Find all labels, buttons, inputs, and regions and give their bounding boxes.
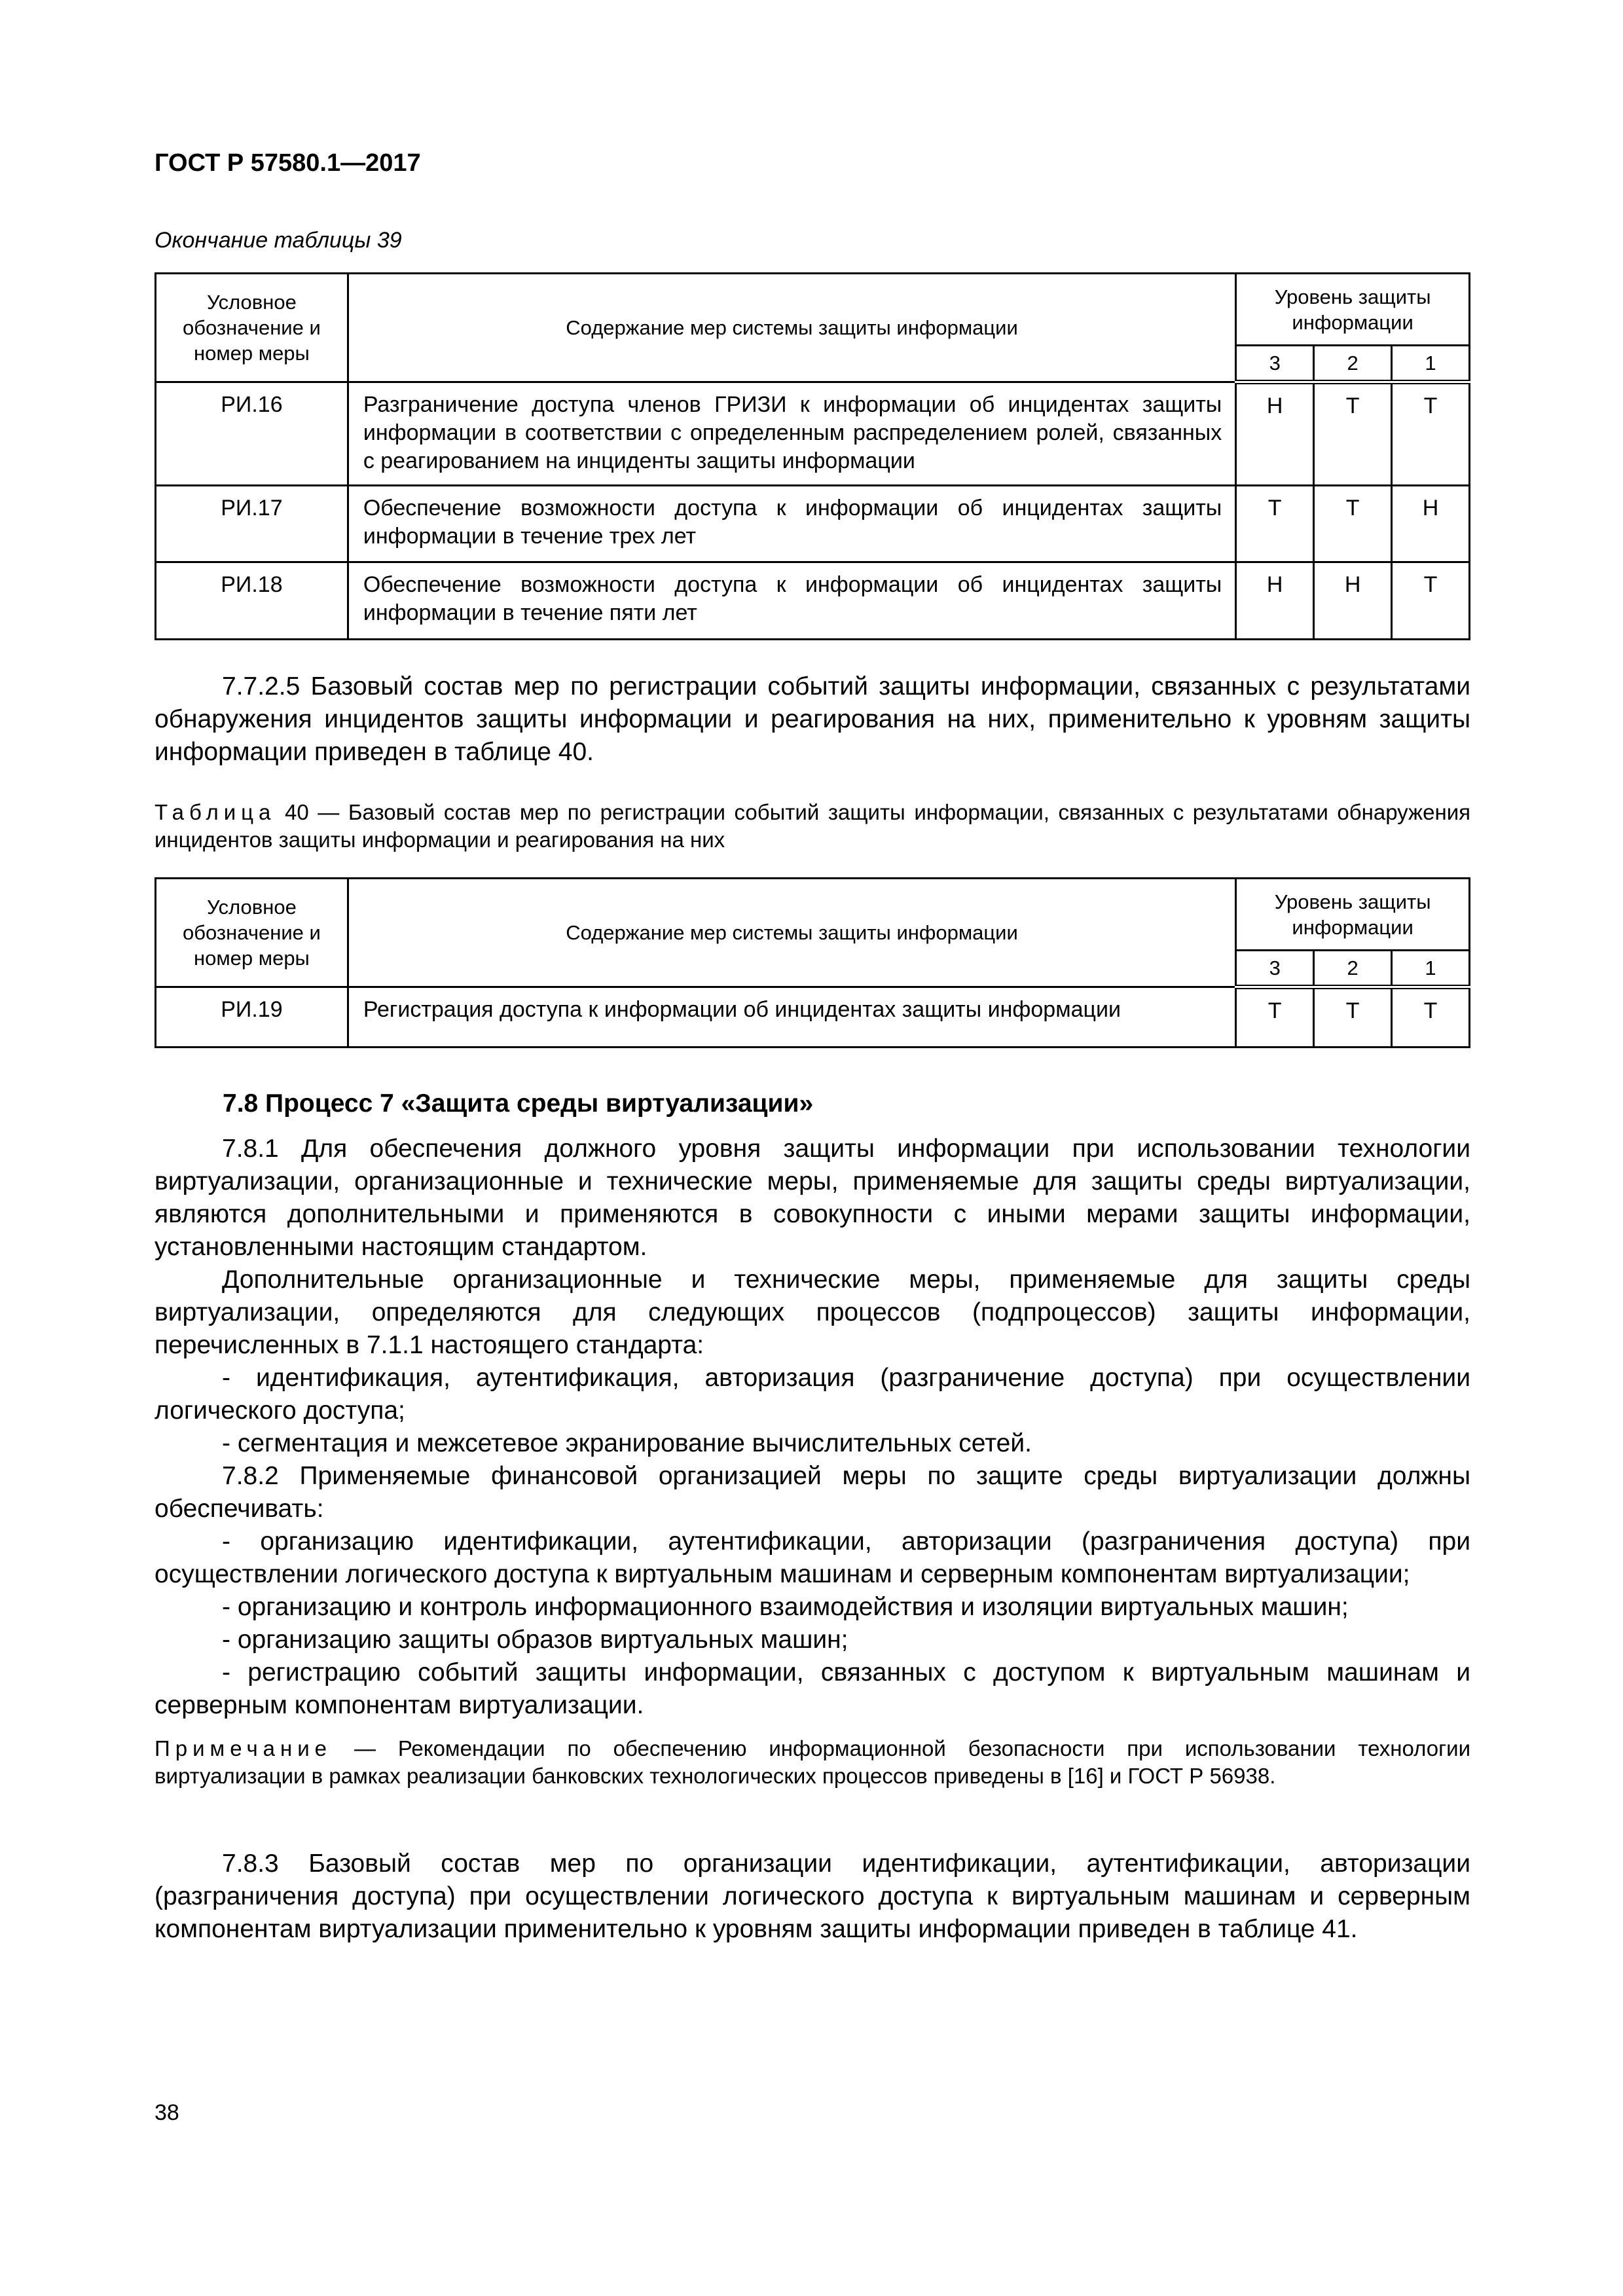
measure-code: РИ.16 bbox=[156, 382, 348, 486]
level-1-value: Т bbox=[1392, 382, 1470, 486]
table-row bbox=[156, 486, 1470, 562]
table40-caption-label: Таблица bbox=[155, 800, 276, 824]
note-text: — Рекомендации по обеспечению информационной безопасности при использовании технологии виртуализации в рамках реализации банковских технологических процессов приведены в [16] и ГОСТ Р 56938. bbox=[155, 1736, 1470, 1788]
paragraph-7-8-2: 7.8.2 Применяемые финансовой организацией меры по защите среды виртуализации должны обеспечивать: bbox=[155, 1462, 1470, 1523]
table39-level-3: 3 bbox=[1236, 346, 1314, 382]
table40-caption bbox=[155, 799, 1470, 854]
table40-header-code: Условное обозначение и номер меры bbox=[156, 879, 348, 987]
note-label: Примечание bbox=[155, 1736, 333, 1760]
level-2-value: Т bbox=[1314, 987, 1392, 1048]
table39-level-2: 2 bbox=[1314, 346, 1392, 382]
list-item: - организацию защиты образов виртуальных машин; bbox=[222, 1626, 848, 1654]
paragraph-7-8-1-continued: Дополнительные организационные и технические меры, применяемые для защиты среды виртуализации, определяются для следующих процессов (подпроцессов) защиты информации, перечисленных в 7.1.1 настоящего стандарта: bbox=[155, 1266, 1470, 1359]
paragraph-7-8-3: 7.8.3 Базовый состав мер по организации идентификации, аутентификации, авторизации (разграничения доступа) при осуществлении логического доступа к виртуальным машинам и серверным компонентам виртуализации применительно к уровням защиты информации приведен в таблице 41. bbox=[155, 1850, 1470, 1943]
measure-content: Разграничение доступа членов ГРИЗИ к информации об инцидентах защиты информации в соответствии с определенным распределением ролей, связанных с реагированием на инциденты защиты информации bbox=[348, 382, 1235, 486]
level-1-value: Н bbox=[1392, 486, 1470, 562]
table39-header-content: Содержание мер системы защиты информации bbox=[348, 274, 1235, 382]
level-2-value: Т bbox=[1314, 382, 1392, 486]
list-item: - регистрацию событий защиты информации, связанных с доступом к виртуальным машинам и серверным компонентам виртуализации. bbox=[155, 1658, 1470, 1719]
table40-level-3: 3 bbox=[1236, 951, 1314, 987]
measure-content: Регистрация доступа к информации об инцидентах защиты информации bbox=[348, 987, 1235, 1048]
level-3-value: Н bbox=[1236, 562, 1314, 640]
measure-content: Обеспечение возможности доступа к информации об инцидентах защиты информации в течение пяти лет bbox=[348, 562, 1235, 640]
list-item: - организацию и контроль информационного взаимодействия и изоляции виртуальных машин; bbox=[222, 1593, 1349, 1621]
table40-header-content: Содержание мер системы защиты информации bbox=[348, 879, 1235, 987]
list-item: - организацию идентификации, аутентификации, авторизации (разграничения доступа) при осуществлении логического доступа к виртуальным машинам и серверным компонентам виртуализации; bbox=[155, 1527, 1470, 1588]
table40-header-level: Уровень защиты информации bbox=[1236, 879, 1470, 951]
measure-code: РИ.17 bbox=[156, 486, 348, 562]
table-row bbox=[156, 382, 1470, 486]
document-header: ГОСТ Р 57580.1—2017 bbox=[155, 149, 421, 177]
level-1-value: Т bbox=[1392, 562, 1470, 640]
list-item: - сегментация и межсетевое экранирование вычислительных сетей. bbox=[222, 1429, 1032, 1457]
level-3-value: Т bbox=[1236, 987, 1314, 1048]
list-item: - идентификация, аутентификация, авторизация (разграничение доступа) при осуществлении логического доступа; bbox=[155, 1364, 1470, 1425]
table-row bbox=[156, 987, 1470, 1048]
measure-code: РИ.18 bbox=[156, 562, 348, 640]
table40-level-1: 1 bbox=[1392, 951, 1470, 987]
level-3-value: Т bbox=[1236, 486, 1314, 562]
measure-code: РИ.19 bbox=[156, 987, 348, 1048]
table39-level-1: 1 bbox=[1392, 346, 1470, 382]
paragraph-7-8-1: 7.8.1 Для обеспечения должного уровня защиты информации при использовании технологии виртуализации, организационные и технические меры, применяемые для защиты среды виртуализации, являются дополнительными и применяются в совокупности с иными мерами защиты информации, установленными настоящим стандартом. bbox=[155, 1135, 1470, 1261]
body-text-block bbox=[155, 1133, 1470, 1722]
table-row bbox=[156, 562, 1470, 640]
measure-content: Обеспечение возможности доступа к информации об инцидентах защиты информации в течение трех лет bbox=[348, 486, 1235, 562]
level-3-value: Н bbox=[1236, 382, 1314, 486]
table40-caption-text: 40 — Базовый состав мер по регистрации событий защиты информации, связанных с результатами обнаружения инцидентов защиты информации и реагирования на них bbox=[155, 800, 1471, 852]
section-heading-7-8: 7.8 Процесс 7 «Защита среды виртуализации» bbox=[223, 1089, 814, 1118]
table39-caption: Окончание таблицы 39 bbox=[155, 228, 402, 253]
page-number: 38 bbox=[155, 2100, 179, 2125]
level-2-value: Н bbox=[1314, 562, 1392, 640]
table40-level-2: 2 bbox=[1314, 951, 1392, 987]
note bbox=[155, 1735, 1470, 1790]
table40 bbox=[155, 877, 1470, 1048]
paragraph-7-7-2-5: 7.7.2.5 Базовый состав мер по регистрации событий защиты информации, связанных с результатами обнаружения инцидентов защиты информации и реагирования на них, применительно к уровням защиты информации приведен в таблице 40. bbox=[155, 672, 1470, 766]
level-1-value: Т bbox=[1392, 987, 1470, 1048]
table39-header-level: Уровень защиты информации bbox=[1236, 274, 1470, 346]
level-2-value: Т bbox=[1314, 486, 1392, 562]
table39 bbox=[155, 272, 1470, 640]
table39-header-code: Условное обозначение и номер меры bbox=[156, 274, 348, 382]
